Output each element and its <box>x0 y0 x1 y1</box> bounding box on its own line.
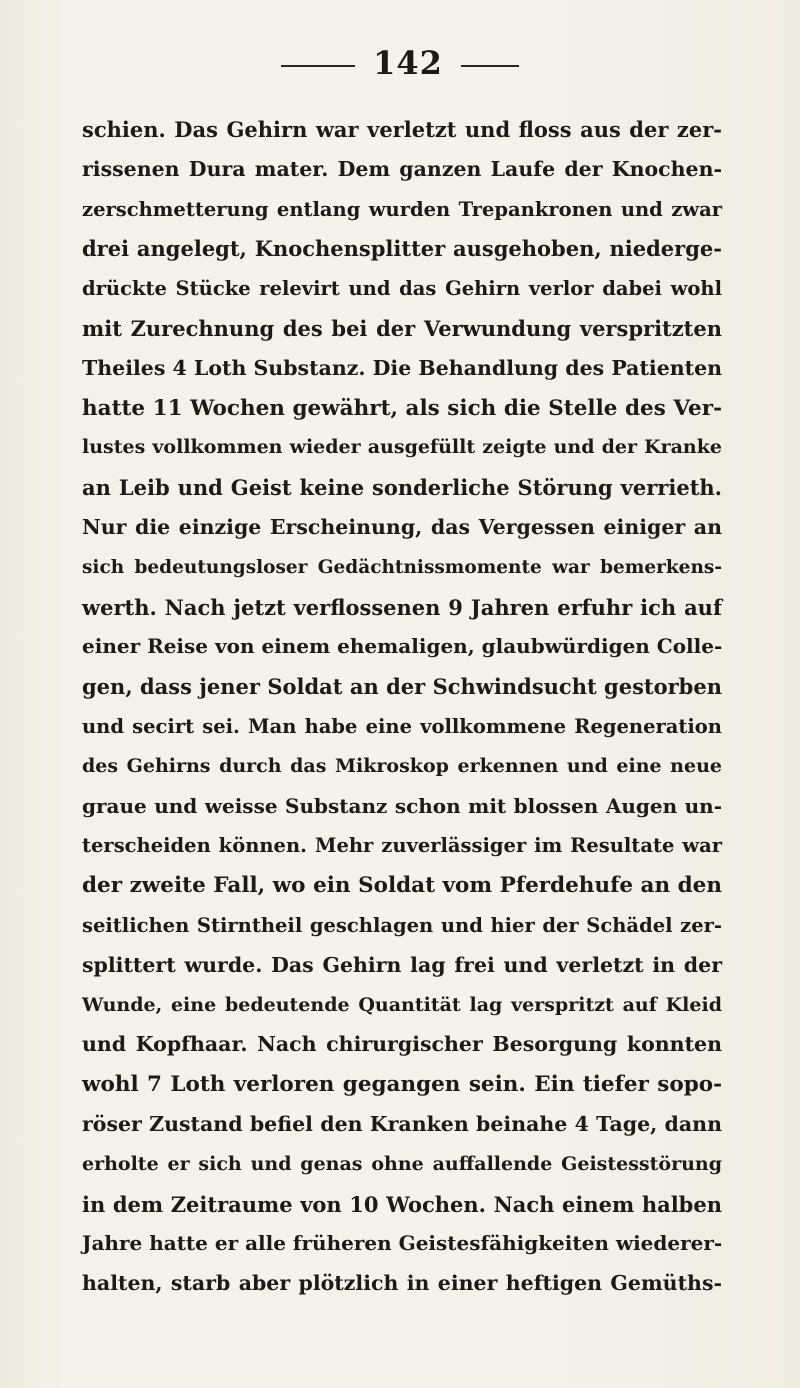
text-line: sich bedeutungsloser Gedächtnissmomente war bemerkens- <box>82 556 722 578</box>
text-line: und secirt sei. Man habe eine vollkommene Regeneration <box>82 714 722 738</box>
text-line: in dem Zeitraume von 10 Wochen. Nach einem halben <box>82 1191 722 1217</box>
text-line: lustes vollkommen wieder ausgefüllt zeigte und der Kranke <box>82 436 722 459</box>
header-rule-right <box>461 65 519 67</box>
text-line: terscheiden können. Mehr zuverlässiger im Resultate war <box>82 834 722 858</box>
text-line: drei angelegt, Knochensplitter ausgehoben, niederge- <box>82 236 722 262</box>
text-line: Nur die einzige Erscheinung, das Vergessen einiger an <box>82 514 722 539</box>
text-line: Theiles 4 Loth Substanz. Die Behandlung des Patienten <box>82 355 723 380</box>
body-text <box>82 110 722 1304</box>
text-line: der zweite Fall, wo ein Soldat vom Pferdehufe an den <box>82 873 722 899</box>
text-line: gen, dass jener Soldat an der Schwindsucht gestorben <box>82 674 722 700</box>
text-line: einer Reise von einem ehemaligen, glaubwürdigen Colle- <box>82 634 723 659</box>
text-line: drückte Stücke relevirt und das Gehirn verlor dabei wohl <box>82 277 722 301</box>
text-line: an Leib und Geist keine sonderliche Störung verrieth. <box>82 475 722 501</box>
text-line: hatte 11 Wochen gewährt, als sich die Stelle des Ver- <box>82 395 722 421</box>
page-header <box>0 44 800 82</box>
text-line: zerschmetterung entlang wurden Trepankronen und zwar <box>82 197 722 221</box>
header-rule-left <box>281 65 355 67</box>
text-line: und Kopfhaar. Nach chirurgischer Besorgung konnten <box>82 1032 722 1057</box>
text-line: splittert wurde. Das Gehirn lag frei und verletzt in der <box>82 952 722 977</box>
text-line: Wunde, eine bedeutende Quantität lag verspritzt auf Kleid <box>82 993 722 1016</box>
text-line: seitlichen Stirntheil geschlagen und hier der Schädel zer- <box>82 913 722 937</box>
text-line: rissenen Dura mater. Dem ganzen Laufe der Knochen- <box>82 156 722 181</box>
text-line: schien. Das Gehirn war verletzt und floss aus der zer- <box>82 117 722 142</box>
text-line: wohl 7 Loth verloren gegangen sein. Ein tiefer sopo- <box>82 1072 722 1098</box>
page-number: 142 <box>373 44 443 82</box>
text-line: halten, starb aber plötzlich in einer heftigen Gemüths- <box>82 1271 722 1296</box>
text-line: graue und weisse Substanz schon mit blossen Augen un- <box>82 793 722 818</box>
text-line: Jahre hatte er alle früheren Geistesfähigkeiten wiederer- <box>82 1231 723 1256</box>
text-line: mit Zurechnung des bei der Verwundung verspritzten <box>82 315 722 341</box>
text-line: des Gehirns durch das Mikroskop erkennen und eine neue <box>82 754 722 777</box>
text-line: werth. Nach jetzt verflossenen 9 Jahren erfuhr ich auf <box>82 594 722 620</box>
text-line: erholte er sich und genas ohne auffallende Geistesstörung <box>82 1152 722 1175</box>
text-line: röser Zustand befiel den Kranken beinahe 4 Tage, dann <box>82 1111 722 1136</box>
